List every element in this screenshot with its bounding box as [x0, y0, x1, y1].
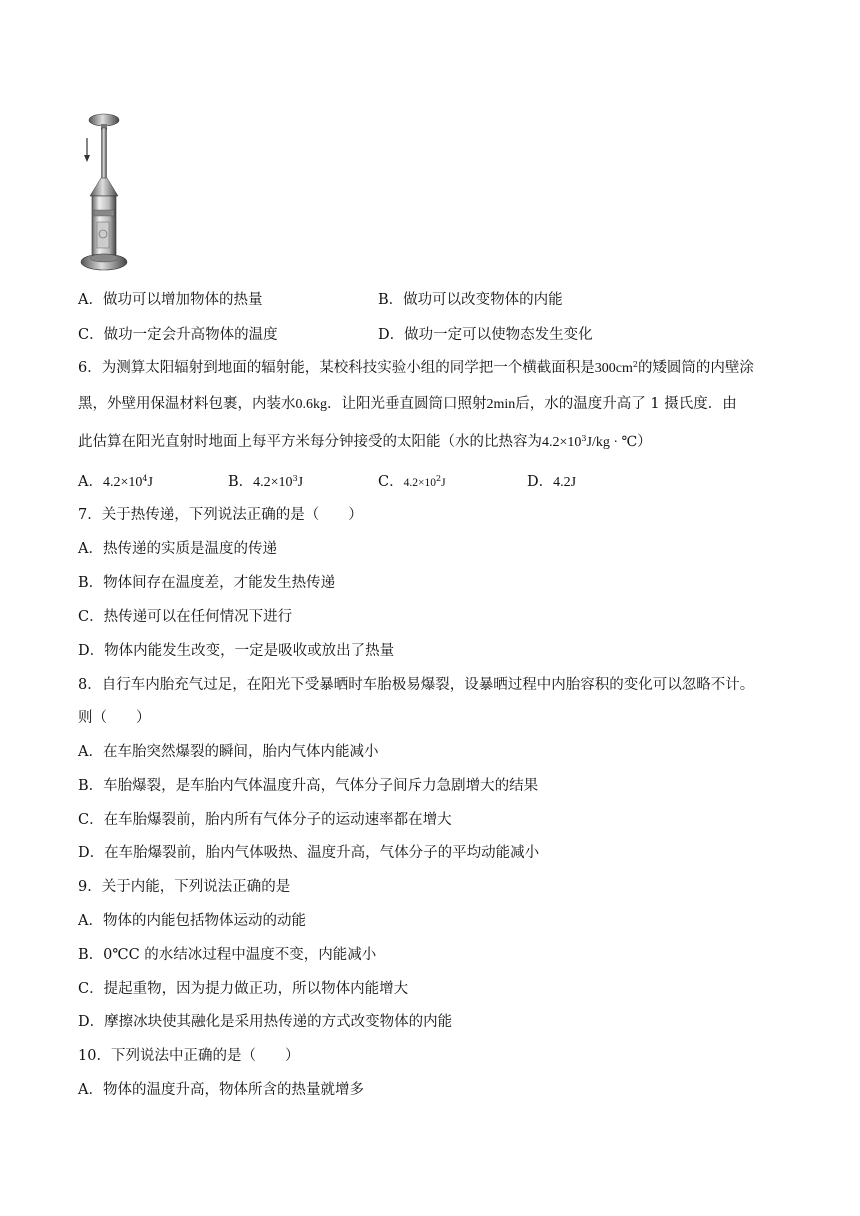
- q6-option-exp: 4: [142, 474, 148, 483]
- q6-time-unit: min: [493, 397, 516, 412]
- piston-cylinder-apparatus-icon: [78, 112, 128, 274]
- q6-option-label: C．: [378, 474, 404, 490]
- q6-option-d: [527, 472, 576, 493]
- q6-option-c: [378, 472, 446, 493]
- q6-text: 此估算在阳光直射时地面上每平方米每分钟接受的太阳能（水的比热容为: [78, 434, 542, 450]
- q8-option-c: C．在车胎爆裂前，胎内所有气体分子的运动速率都在增大: [78, 812, 452, 828]
- q8-stem-line1: 8．自行车内胎充气过足，在阳光下受暴晒时车胎极易爆裂，设暴晒过程中内胎容积的变化可以忽略不计。: [78, 677, 755, 693]
- q6-specific-heat-exp: 3: [581, 434, 587, 443]
- q8-option-b: B．车胎爆裂，是车胎内气体温度升高，气体分子间斥力急剧增大的结果: [78, 778, 539, 794]
- q6-stem-line1: [78, 358, 754, 379]
- q6-text: 6．为测算太阳辐射到地面的辐射能，某校科技实验小组的同学把一个横截面积是: [78, 360, 595, 376]
- q8-option-d: D．在车胎爆裂前，胎内气体吸热、温度升高，气体分子的平均动能减小: [78, 845, 540, 861]
- q7-option-b: B．物体间存在温度差，才能发生热传递: [78, 575, 336, 591]
- q6-option-value: 4.2×10: [102, 475, 143, 490]
- q9-stem: 9．关于内能，下列说法正确的是: [78, 879, 291, 895]
- q5-option-a: A．做功可以增加物体的热量: [78, 292, 263, 308]
- q6-option-unit: J: [297, 475, 304, 490]
- q6-mass: 0.6kg: [295, 397, 327, 412]
- q6-stem-line2: [78, 394, 737, 415]
- q9-option-a: A．物体的内能包括物体运动的动能: [78, 913, 306, 929]
- q10-stem: 10．下列说法中正确的是（ ）: [78, 1048, 300, 1064]
- q8-option-a: A．在车胎突然爆裂的瞬间，胎内气体内能减小: [78, 744, 379, 760]
- q6-specific-heat-unit: J/kg · ℃: [586, 435, 638, 450]
- q5-option-c: C．做功一定会升高物体的温度: [78, 327, 278, 343]
- q6-option-unit: J: [441, 477, 446, 489]
- q9-option-d: D．摩擦冰块使其融化是采用热传递的方式改变物体的内能: [78, 1014, 453, 1030]
- q9-option-b: B．0℃C 的水结冰过程中温度不变，内能减小: [78, 947, 377, 963]
- q7-option-a: A．热传递的实质是温度的传递: [78, 541, 277, 557]
- q5-option-b: B．做功可以改变物体的内能: [378, 292, 563, 308]
- q6-text: 后，水的温度升高了 1 摄氏度．由: [515, 396, 737, 412]
- q6-stem-line3: [78, 432, 652, 453]
- q9-option-c: C．提起重物，因为提力做正功，所以物体内能增大: [78, 981, 409, 997]
- q7-option-c: C．热传递可以在任何情况下进行: [78, 609, 293, 625]
- q5-option-d: D．做功一定可以使物态发生变化: [378, 327, 593, 343]
- q6-option-label: A．: [78, 474, 103, 490]
- q7-stem: 7．关于热传递，下列说法正确的是（ ）: [78, 507, 363, 523]
- q6-text: 黑，外壁用保温材料包裹，内装水: [78, 396, 296, 412]
- q6-option-value: 4.2×10: [253, 475, 293, 490]
- q6-option-label: B．: [228, 474, 254, 490]
- q6-option-label: D．: [527, 474, 554, 490]
- q6-option-exp: 3: [292, 474, 298, 483]
- q6-time: 2: [486, 397, 494, 412]
- q6-option-exp: 2: [435, 474, 442, 483]
- q6-specific-heat: 4.2×10: [542, 435, 582, 450]
- q6-area: 300cm: [594, 361, 633, 376]
- q6-text: ）: [637, 434, 652, 450]
- q6-option-value: 4.2×10: [403, 477, 436, 489]
- q6-text: 的矮圆筒的内壁涂: [637, 360, 754, 376]
- q6-text: ．让阳光垂直圆筒口照射: [327, 396, 487, 412]
- q10-option-a: A．物体的温度升高，物体所含的热量就增多: [78, 1082, 364, 1098]
- q6-option-value: 4.2J: [553, 475, 577, 490]
- q6-option-b: [228, 472, 303, 493]
- q6-option-a: [78, 472, 153, 493]
- q6-area-exp: 2: [632, 360, 638, 369]
- q8-stem-line2: 则（ ）: [78, 710, 151, 726]
- q7-option-d: D．物体内能发生改变，一定是吸收或放出了热量: [78, 643, 395, 659]
- q6-option-unit: J: [147, 475, 153, 490]
